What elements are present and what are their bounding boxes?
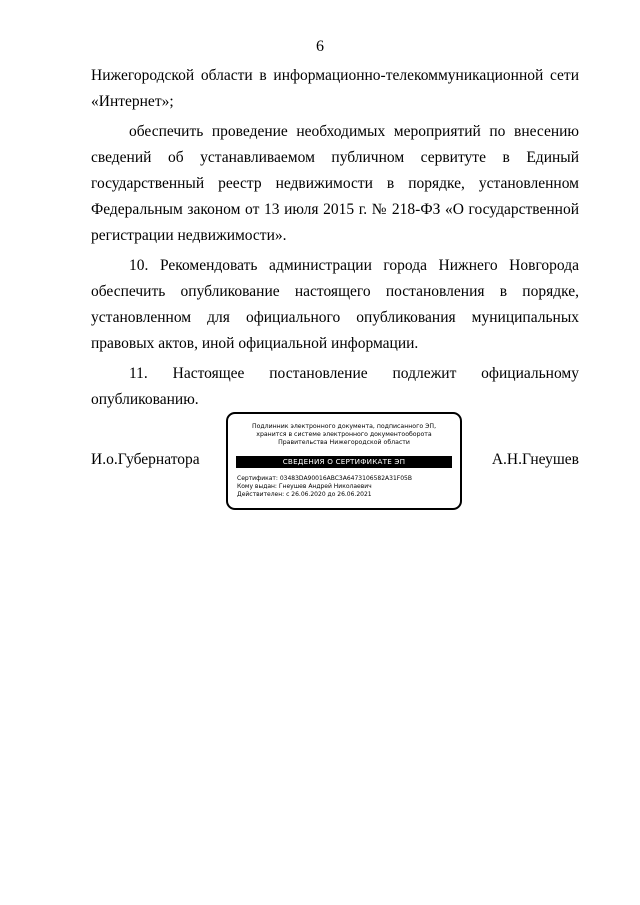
signatory-position: И.о.Губернатора xyxy=(91,451,200,468)
stamp-header-line: хранится в системе электронного документооборота xyxy=(256,431,432,438)
stamp-issued-to: Кому выдан: Гнеушев Андрей Николаевич xyxy=(237,483,372,490)
paragraph-item-11: 11. Настоящее постановление подлежит официальному опубликованию. xyxy=(91,365,579,408)
paragraph-item-10: 10. Рекомендовать администрации города Нижнего Новгорода обеспечить опубликование настоящего постановления в порядке, установленном для официального опубликования муниципальных правовых актов, иной официальной информации. xyxy=(91,257,579,352)
stamp-header-line: Подлинник электронного документа, подписанного ЭП, xyxy=(251,423,437,430)
electronic-signature-stamp xyxy=(226,412,462,510)
signatory-name: А.Н.Гнеушев xyxy=(491,451,579,468)
stamp-details xyxy=(237,475,460,499)
page-number: 6 xyxy=(316,38,324,55)
stamp-validity: Действителен: с 26.06.2020 до 26.06.2021 xyxy=(237,491,372,498)
document-body xyxy=(91,63,579,413)
stamp-header xyxy=(228,423,460,447)
stamp-header-line: Правительства Нижегородской области xyxy=(278,439,410,446)
paragraph-registry: обеспечить проведение необходимых мероприятий по внесению сведений об устанавливаемом публичном сервитуте в Единый государственный реестр недвижимости в порядке, установленном Федеральным законом от 13 июля 2015 г. № 218-ФЗ «О государственной регистрации недвижимости». xyxy=(91,123,579,244)
paragraph-continuation: Нижегородской области в информационно-телекоммуникационной сети «Интернет»; xyxy=(91,67,579,110)
stamp-certificate: Сертификат: 03483DA90016ABC3A6473106582A31F05B xyxy=(237,475,412,482)
stamp-title-bar: СВЕДЕНИЯ О СЕРТИФИКАТЕ ЭП xyxy=(236,456,452,468)
